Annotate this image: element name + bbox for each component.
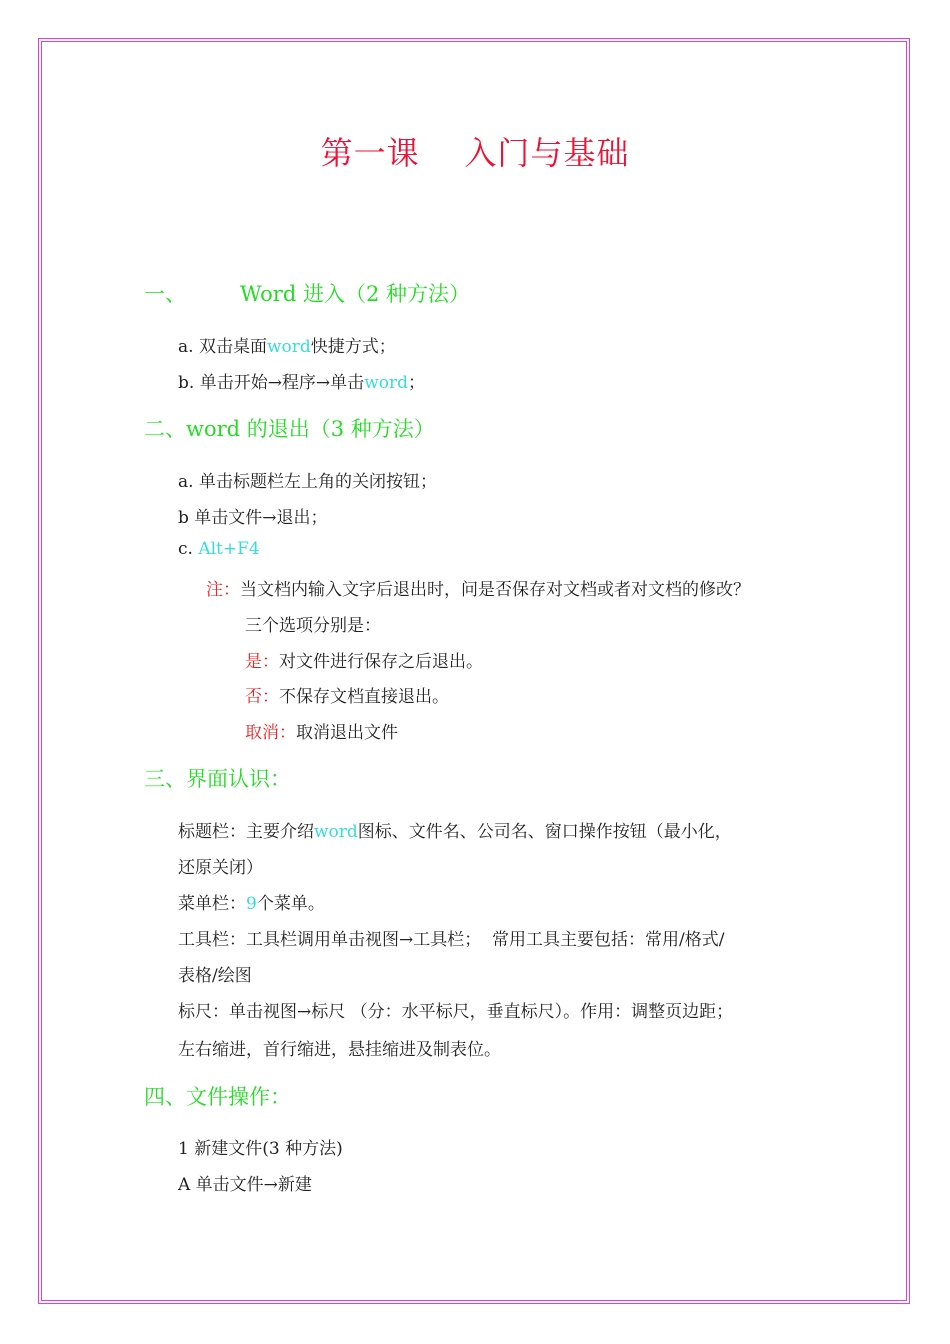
option-no-text: 不保存文档直接退出。 [279, 687, 449, 707]
menubar-desc-suffix: 个菜单。 [256, 894, 325, 914]
option-cancel-label: 取消： [245, 723, 296, 743]
option-yes [245, 647, 483, 672]
section-3-heading: 三、界面认识： [144, 767, 291, 791]
section-1-item-a [178, 332, 396, 357]
ruler-desc: 标尺：单击视图→标尺 （分：水平标尺，垂直标尺）。作用：调整页边距； [178, 1002, 734, 1022]
word-keyword: word [364, 373, 408, 393]
options-intro: 三个选项分别是： [245, 616, 381, 636]
note-text: 当文档内输入文字后退出时，问是否保存对文档或者对文档的修改？ [240, 580, 750, 600]
note-line [206, 575, 750, 600]
toolbar-desc: 工具栏：工具栏调用单击视图→工具栏； 常用工具主要包括：常用/格式/ [178, 930, 725, 950]
titlebar-desc-prefix: 标题栏：主要介绍 [178, 822, 314, 842]
section-1-item-b [178, 368, 425, 393]
option-yes-label: 是： [245, 652, 279, 672]
toolbar-desc-cont: 表格/绘图 [178, 966, 252, 986]
section-4-heading: 四、文件操作： [144, 1085, 291, 1109]
menu-count: 9 [246, 894, 257, 914]
option-cancel-text: 取消退出文件 [296, 723, 398, 743]
section-2-heading: 二、word 的退出（3 种方法） [144, 417, 435, 441]
section-1-number: 一、 [144, 282, 186, 306]
titlebar-desc-cont: 还原关闭） [178, 858, 263, 878]
option-cancel [245, 718, 398, 743]
item-b-suffix: ； [407, 373, 425, 393]
titlebar-desc-suffix: 图标、文件名、公司名、窗口操作按钮（最小化， [357, 822, 732, 842]
page-title: 第一课 入门与基础 [320, 134, 630, 172]
section-2-item-c [178, 539, 260, 559]
item-a-text: a. 双击桌面 [178, 337, 267, 357]
item-c-prefix: c. [178, 539, 199, 559]
word-keyword: word [266, 337, 311, 357]
file-op-line-1: 1 新建文件(3 种方法) [178, 1139, 343, 1159]
option-no [245, 682, 449, 707]
item-b-text: b. 单击开始→程序→单击 [178, 373, 365, 393]
ruler-desc-cont: 左右缩进，首行缩进，悬挂缩进及制表位。 [178, 1040, 501, 1060]
option-no-label: 否： [245, 687, 279, 707]
file-op-line-2: A 单击文件→新建 [178, 1175, 312, 1195]
titlebar-desc [178, 817, 732, 842]
note-label: 注： [206, 580, 240, 600]
menubar-desc [178, 889, 325, 914]
word-keyword: word [314, 822, 358, 842]
section-1-heading [144, 278, 470, 308]
section-2-item-a: a. 单击标题栏左上角的关闭按钮； [178, 472, 437, 492]
option-yes-text: 对文件进行保存之后退出。 [279, 652, 483, 672]
menubar-desc-prefix: 菜单栏： [178, 894, 246, 914]
section-1-title: Word 进入（2 种方法） [240, 282, 470, 306]
shortcut-key: Alt+F4 [198, 539, 260, 559]
section-2-item-b: b 单击文件→退出； [178, 508, 328, 528]
item-a-suffix: 快捷方式； [310, 337, 396, 357]
